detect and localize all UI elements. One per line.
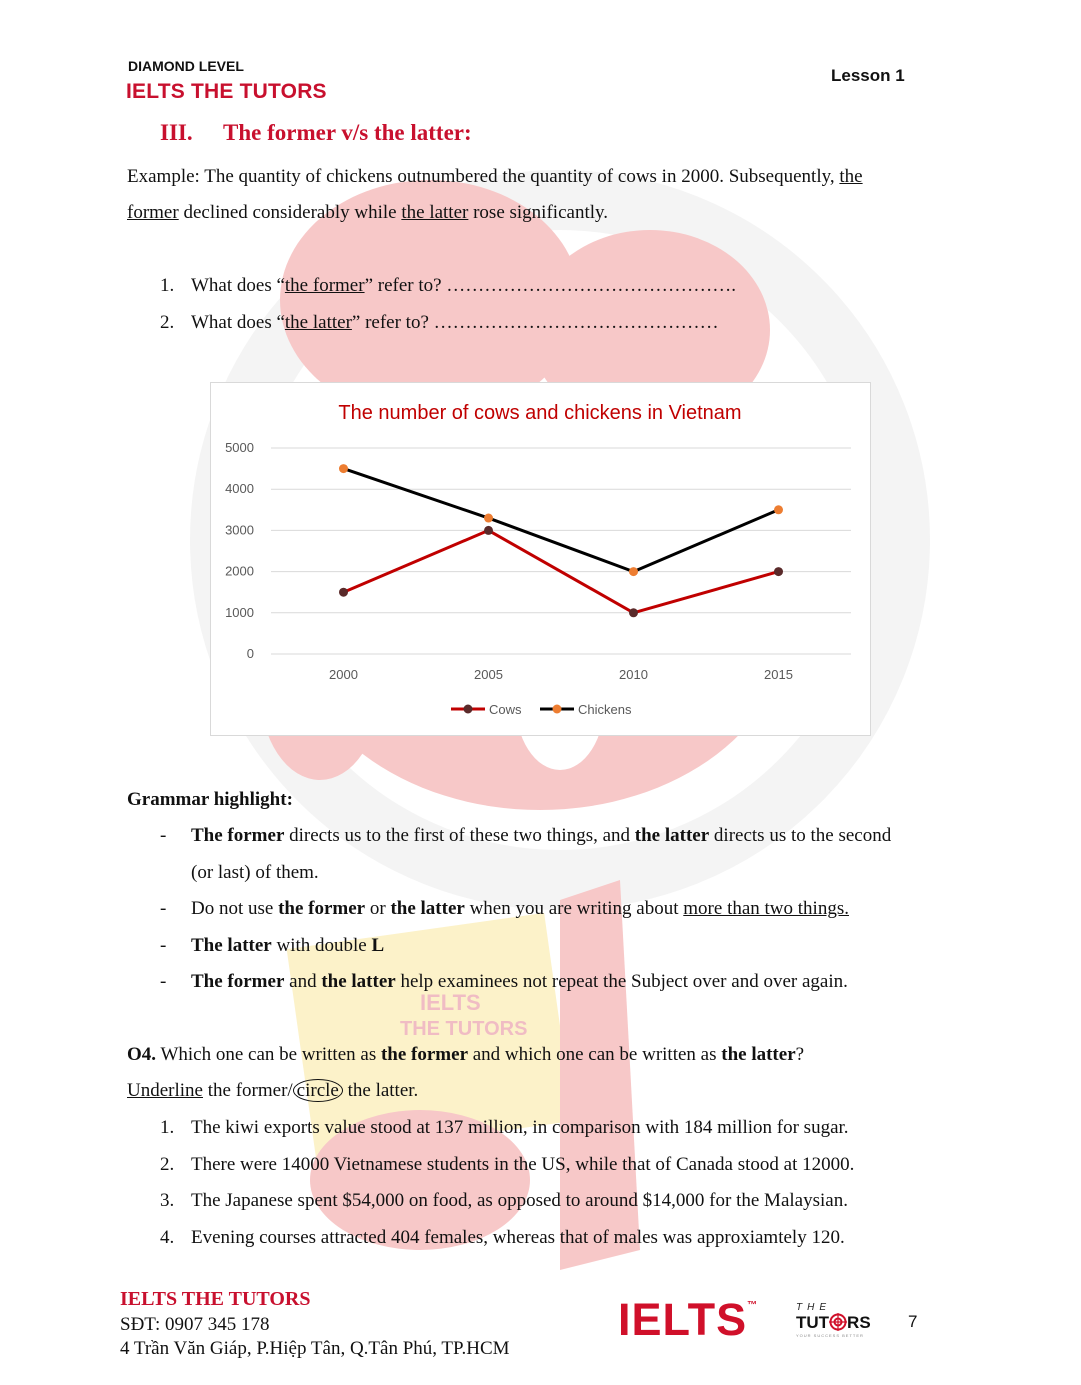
data-point-chickens bbox=[774, 505, 783, 514]
footer-brand: IELTS THE TUTORS bbox=[120, 1288, 311, 1310]
y-tick-label: 1000 bbox=[225, 604, 254, 620]
y-tick-label: 0 bbox=[246, 646, 254, 661]
chart-legend bbox=[451, 702, 632, 717]
data-point-chickens bbox=[484, 514, 493, 523]
watermark-book-text-2: THE TUTORS bbox=[400, 1018, 528, 1040]
section-number: III. bbox=[160, 120, 193, 145]
circle-example: circle bbox=[293, 1079, 343, 1102]
level-label: DIAMOND LEVEL bbox=[128, 58, 244, 74]
section-title bbox=[160, 120, 472, 146]
line-chart bbox=[210, 382, 871, 736]
x-tick-label: 2010 bbox=[619, 667, 648, 682]
bullet-dash: - bbox=[160, 935, 167, 956]
example-text-2: declined considerably while bbox=[178, 202, 402, 223]
svg-text:Cows: Cows bbox=[489, 702, 522, 717]
the-tutors-logo: THE TUT RS YOUR SUCCESS BETTER bbox=[796, 1302, 871, 1338]
data-point-cows bbox=[629, 608, 638, 617]
page-number: 7 bbox=[908, 1312, 918, 1331]
target-icon bbox=[829, 1313, 847, 1331]
y-tick-label: 2000 bbox=[225, 563, 254, 579]
ielts-logo: IELTS™ bbox=[618, 1294, 759, 1345]
y-tick-label: 4000 bbox=[225, 481, 254, 497]
exercise-instructions: O4. Which one can be written as the former and which one can be written as the latter? Underline the former/ circle the latter. bbox=[127, 1044, 805, 1101]
example-text-1: Example: The quantity of chickens outnumbered the quantity of cows in 2000. Subsequently, bbox=[127, 166, 840, 187]
x-tick-label: 2000 bbox=[329, 667, 358, 682]
chart-gridlines bbox=[271, 448, 851, 654]
underline-example: Underline bbox=[127, 1080, 203, 1101]
section-heading: The former v/s the latter: bbox=[223, 120, 472, 145]
example-underline-former: former bbox=[127, 202, 179, 223]
data-point-cows bbox=[774, 567, 783, 576]
example-paragraph bbox=[127, 159, 967, 231]
x-tick-label: 2015 bbox=[764, 667, 793, 682]
legend-item-cows bbox=[451, 702, 522, 717]
watermark-book-text: IELTS bbox=[420, 990, 481, 1015]
y-tick-label: 5000 bbox=[225, 440, 254, 455]
bullet-dash: - bbox=[160, 971, 167, 992]
grammar-heading: Grammar highlight: bbox=[127, 789, 293, 810]
example-underline-latter: the latter bbox=[401, 202, 469, 223]
bullet-dash: - bbox=[160, 898, 167, 919]
data-point-chickens bbox=[339, 464, 348, 473]
footer-address: 4 Trần Văn Giáp, P.Hiệp Tân, Q.Tân Phú, TP.HCM bbox=[120, 1338, 510, 1359]
chart-title: The number of cows and chickens in Vietnam bbox=[338, 402, 742, 424]
footer-phone: SĐT: 0907 345 178 bbox=[120, 1314, 270, 1335]
data-point-chickens bbox=[629, 567, 638, 576]
bullet-dash: - bbox=[160, 825, 167, 846]
lesson-label: Lesson 1 bbox=[831, 66, 905, 85]
question-text: What does “the latter” refer to? ……………………………………… bbox=[191, 312, 719, 333]
chart-series bbox=[339, 464, 783, 617]
example-text-3: rose significantly. bbox=[468, 202, 609, 223]
question-number: 2. bbox=[160, 312, 175, 333]
legend-item-chickens bbox=[540, 702, 632, 717]
question-number: 1. bbox=[160, 275, 175, 296]
brand-title: IELTS THE TUTORS bbox=[126, 80, 327, 103]
exercise-label: O4. bbox=[127, 1044, 157, 1065]
chart-x-axis bbox=[329, 667, 793, 682]
question-text: What does “the former” refer to? ………………………………………. bbox=[191, 275, 737, 296]
data-point-cows bbox=[339, 588, 348, 597]
example-underline-the: the bbox=[839, 166, 863, 187]
series-line-chickens bbox=[344, 469, 779, 572]
svg-text:Chickens: Chickens bbox=[578, 702, 632, 717]
chart-y-axis bbox=[225, 440, 254, 661]
y-tick-label: 3000 bbox=[225, 522, 254, 538]
chart-canvas bbox=[211, 383, 870, 735]
data-point-cows bbox=[484, 526, 493, 535]
x-tick-label: 2005 bbox=[474, 667, 503, 682]
